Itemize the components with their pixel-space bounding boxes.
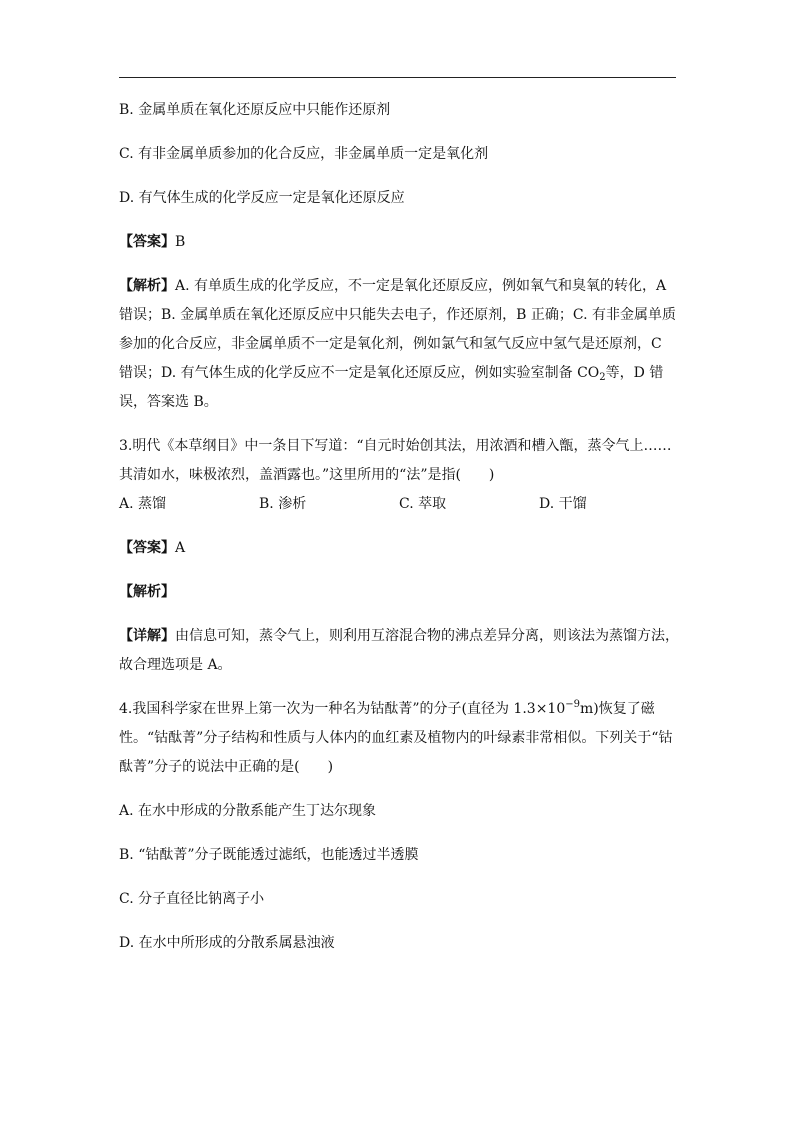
q4-option-c: C. 分子直径比钠离子小 [119, 891, 265, 907]
q3-option-c: C. 萃取 [399, 496, 447, 512]
q3-analysis-label: 【解析】 [119, 584, 175, 600]
q2-option-d: D. 有气体生成的化学反应一定是氧化还原反应 [119, 190, 405, 206]
q2-analysis-label: 【解析】 [119, 278, 175, 294]
q3-stem: 3.明代《本草纲目》中一条目下写道：“自元时始创其法，用浓酒和槽入甑，蒸令气上……其清如水，味极浓烈，盖酒露也。”这里所用的“法”是指( ) [119, 438, 672, 483]
q4-option-a: A. 在水中形成的分散系能产生丁达尔现象 [119, 803, 377, 819]
q3-answer-value: A [175, 540, 186, 556]
q2-answer-value: B [175, 234, 186, 250]
q3-answer-label: 【答案】 [119, 540, 175, 556]
q2-analysis-text: A. 有单质生成的化学反应，不一定是氧化还原反应，例如氧气和臭氧的转化，A错误；B. 金属单质在氧化还原反应中只能失去电子，作还原剂，B 正确；C. 有非金属单质参加的化合反应，非金属单质不一定是氧化剂，例如氯气和氢气反应中氢气是还原剂，C 错误；D. 有气体生成的化学反应不一定是氧化还原反应，例如实验室制备 CO [119, 278, 677, 381]
q4-option-b: B. “钴酞菁”分子既能透过滤纸，也能透过半透膜 [119, 847, 419, 863]
q4-option-d: D. 在水中所形成的分散系属悬浊液 [119, 935, 335, 951]
document-body [119, 96, 679, 958]
q2-analysis [119, 272, 679, 417]
q3-detail-text: 由信息可知，蒸令气上，则利用互溶混合物的沸点差异分离，则该法为蒸馏方法，故合理选项是 A。 [119, 628, 679, 673]
q4-stem-text-end: m)恢复了磁性。“钴酞菁”分子结构和性质与人体内的血红素及植物内的叶绿素非常相似。下列关于“钴酞菁”分子的说法中正确的是( ) [119, 701, 673, 775]
q2-answer [119, 228, 679, 257]
q3-detail-label: 【详解】 [119, 628, 175, 644]
q3-detail [119, 622, 679, 680]
q3-option-a: A. 蒸馏 [119, 496, 167, 512]
q2-option-c: C. 有非金属单质参加的化合反应，非金属单质一定是氧化剂 [119, 146, 489, 162]
header-rule [119, 77, 676, 78]
q2-analysis-subscript: 2 [599, 372, 606, 383]
q3-option-d: D. 干馏 [539, 496, 587, 512]
q3-options [119, 490, 679, 519]
q4-stem-text: 4.我国科学家在世界上第一次为一种名为钴酞菁”的分子(直径为 1.3×10 [119, 701, 566, 717]
q4-stem-superscript: −9 [565, 699, 580, 710]
q2-answer-label: 【答案】 [119, 234, 175, 250]
q3-option-b: B. 渗析 [259, 496, 307, 512]
q2-option-b: B. 金属单质在氧化还原反应中只能作还原剂 [119, 102, 391, 118]
q4-stem [119, 695, 679, 782]
q3-answer [119, 534, 679, 563]
q2-analysis-text-end: 等，D 错误，答案选 B。 [119, 365, 664, 410]
